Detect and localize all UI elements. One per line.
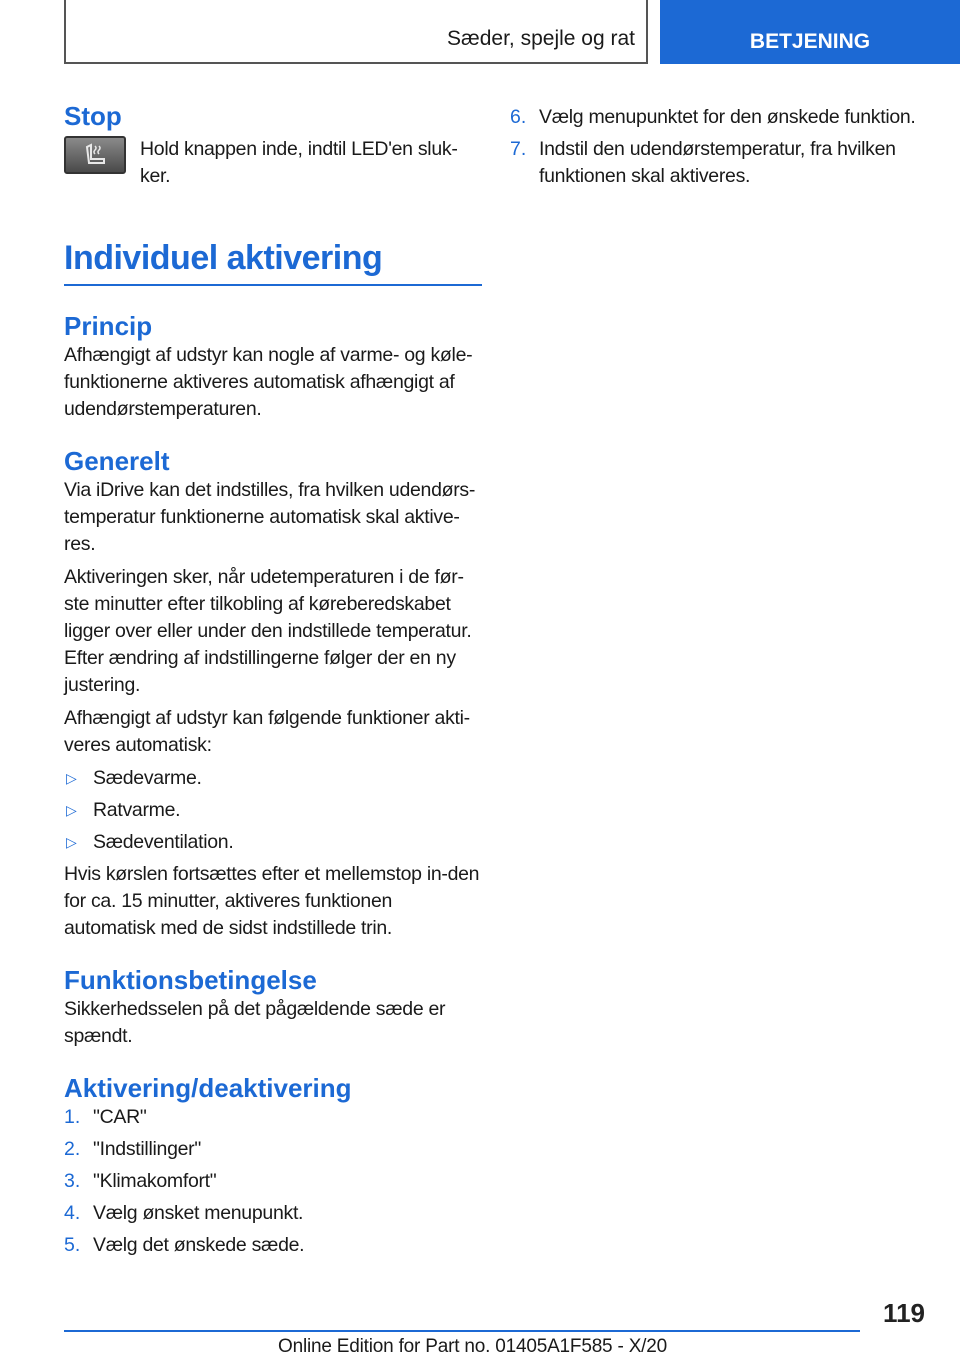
list-item: 3. "Klimakomfort" — [64, 1170, 217, 1192]
stop-heading: Stop — [64, 101, 122, 131]
right-column — [510, 104, 930, 195]
princip-text: Afhængigt af udstyr kan nogle af varme- og køle-funktionerne aktiveres automatisk afhængigt af udendørstemperaturen. — [64, 344, 473, 420]
steps-list-right — [510, 104, 930, 190]
list-item: 2. "Indstillinger" — [64, 1138, 201, 1160]
funktionsbetingelse-heading: Funktionsbetingelse — [64, 965, 317, 995]
stop-text-line-1: Hold knappen inde, indtil LED'en sluk- — [140, 138, 458, 160]
funktionsbetingelse-text: Sikkerhedsselen på det pågældende sæde er spændt. — [64, 998, 446, 1047]
triangle-bullet-icon: ▷ — [66, 834, 77, 850]
generelt-paragraph-2: Aktiveringen sker, når udetemperaturen i de før-ste minutter efter tilkobling af køreberedskabet ligger over eller under den indstillede temperatur. Efter ændring af indstillingerne følger der en ny justering. — [64, 566, 472, 696]
generelt-paragraph-4: Hvis kørslen fortsættes efter et mellemstop in-den for ca. 15 minutter, aktiveres funktionen automatisk med de sidst indstillede trin. — [64, 863, 480, 939]
aktivering-heading: Aktivering/deaktivering — [64, 1073, 352, 1103]
stop-text-line-2: ker. — [140, 165, 171, 187]
list-item: 4. Vælg ønsket menupunkt. — [64, 1202, 304, 1224]
list-item: 7. Indstil den udendørstemperatur, fra hvilken funktionen skal aktiveres. — [510, 138, 896, 187]
triangle-bullet-icon: ▷ — [66, 802, 77, 818]
generelt-paragraph-3: Afhængigt af udstyr kan følgende funktioner akti-veres automatisk: — [64, 707, 470, 756]
list-item: ▷ Sædevarme. — [64, 765, 482, 792]
feature-list — [64, 765, 482, 856]
chapter-label: BETJENING — [749, 30, 871, 53]
stop-description — [140, 136, 458, 190]
page-number: 119 — [883, 1298, 925, 1328]
list-item: ▷ Sædeventilation. — [64, 829, 482, 856]
steps-list-left — [64, 1104, 482, 1259]
list-item: 5. Vælg det ønskede sæde. — [64, 1234, 305, 1256]
princip-heading: Princip — [64, 311, 153, 341]
stop-row — [64, 136, 482, 190]
header-chapter-tab[interactable] — [660, 0, 960, 64]
generelt-heading: Generelt — [64, 446, 170, 476]
list-item: ▷ Ratvarme. — [64, 797, 482, 824]
list-item: 6. Vælg menupunktet for den ønskede funktion. — [510, 106, 916, 128]
header-section-title: Sæder, spejle og rat — [447, 27, 635, 50]
section-rule — [64, 284, 482, 286]
list-item: 1. "CAR" — [64, 1106, 147, 1128]
left-column — [64, 100, 482, 1264]
triangle-bullet-icon: ▷ — [66, 770, 77, 786]
seat-heating-button-icon — [64, 136, 126, 174]
footer-rule — [64, 1330, 860, 1332]
footer-edition-text: Online Edition for Part no. 01405A1F585 - X/20 — [278, 1336, 667, 1357]
section-heading-individuel-aktivering: Individuel aktivering — [64, 239, 383, 277]
generelt-paragraph-1: Via iDrive kan det indstilles, fra hvilken udendørs-temperatur funktionerne automatisk skal aktive-res. — [64, 479, 476, 555]
